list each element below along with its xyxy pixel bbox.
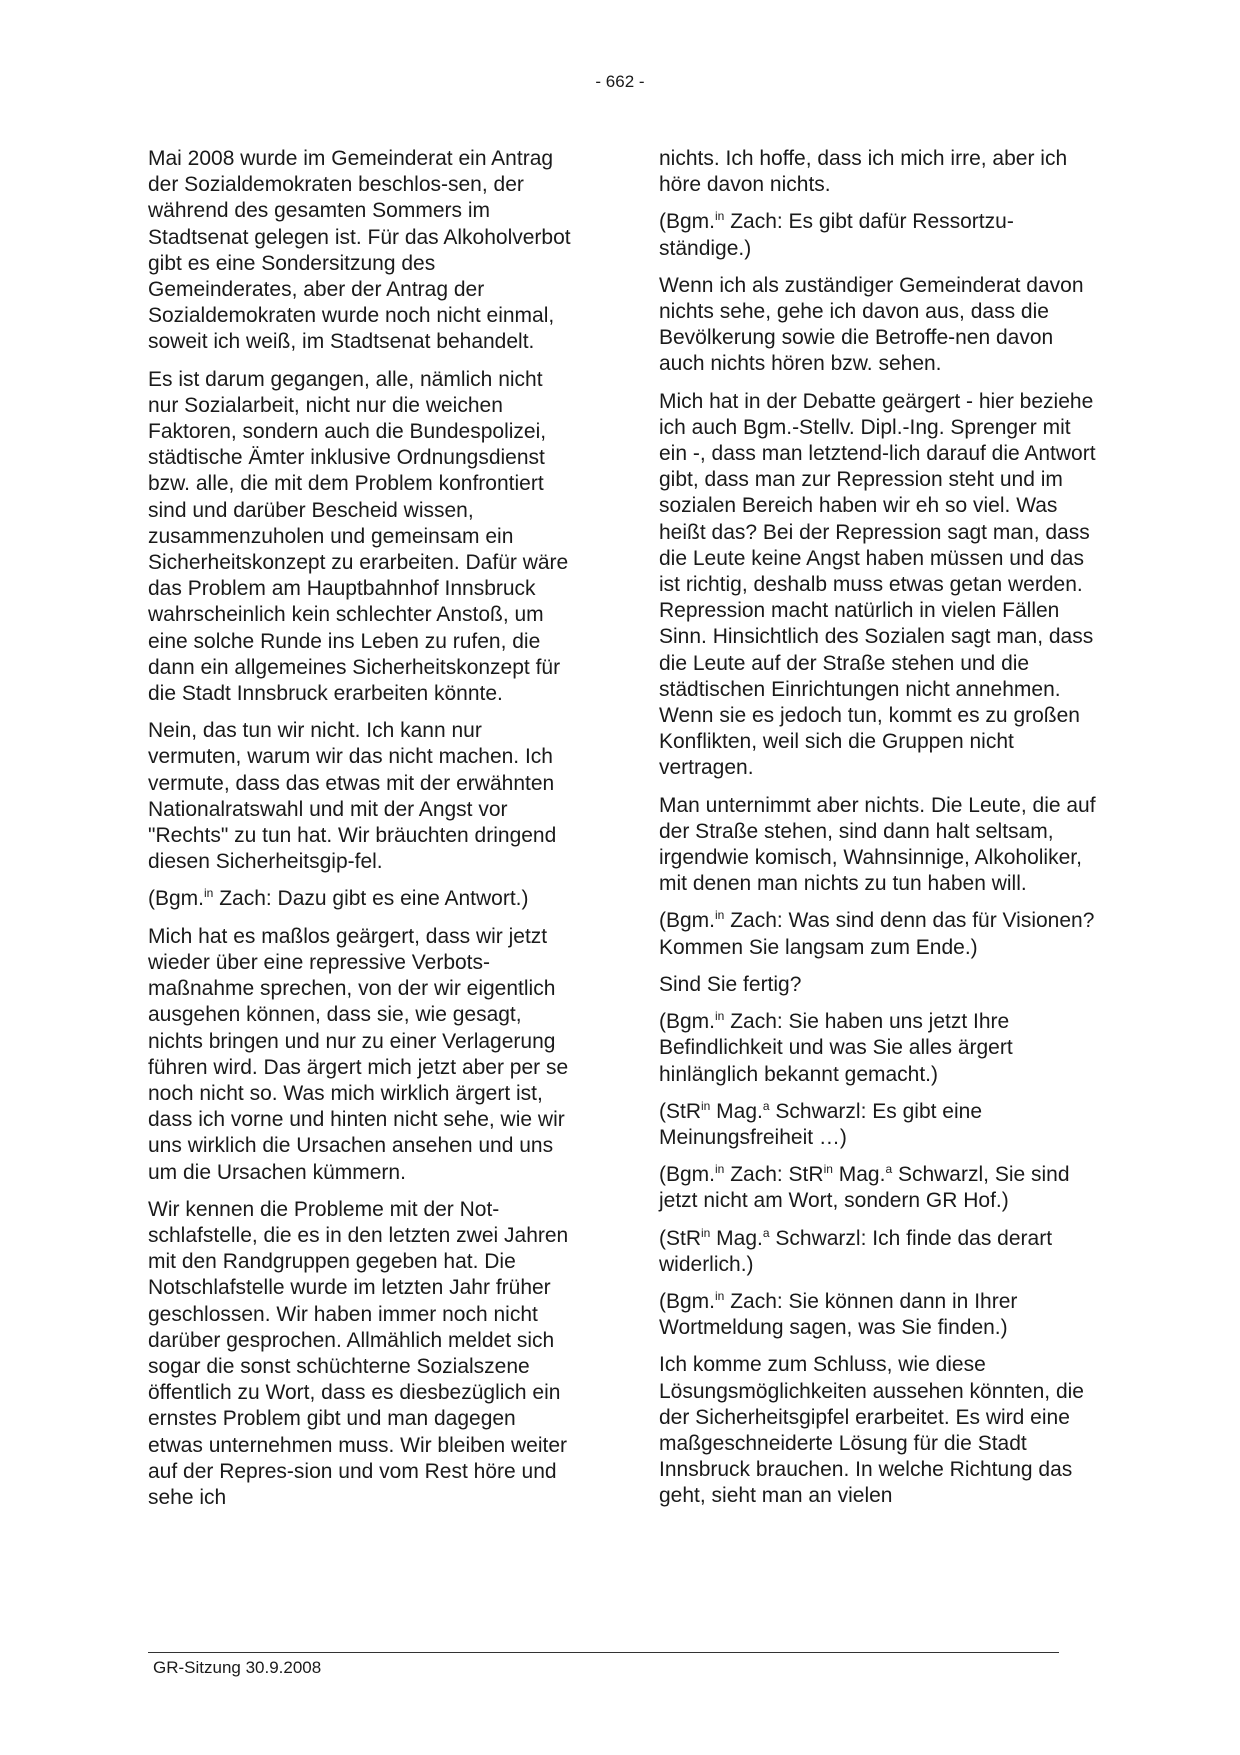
paragraph: Mai 2008 wurde im Gemeinderat ein Antrag der Sozialdemokraten beschlos-sen, der während des gesamten Sommers im Stadtsenat gelegen ist. Für das Alkoholverbot gibt es eine Sondersitzung des Gemeinderates, aber der Antrag der Sozialdemokraten wurde noch nicht einmal, soweit ich weiß, im Stadtsenat behandelt. [148,147,571,354]
paragraph: Es ist darum gegangen, alle, nämlich nicht nur Sozialarbeit, nicht nur die weichen Faktoren, sondern auch die Bundespolizei, städtische Ämter inklusive Ordnungsdienst bzw. alle, die mit dem Problem konfrontiert sind und darüber Bescheid wissen, zusammenzuholen und gemeinsam ein Sicherheitskonzept zu erarbeiten. Dafür wäre das Problem am Hauptbahnhof Innsbruck wahrscheinlich kein schlechter Anstoß, um eine solche Runde ins Leben zu rufen, die dann ein allgemeines Sicherheitskonzept für die Stadt Innsbruck erarbeiten könnte. [148,367,569,706]
paragraph: (Bgm.$^{in}$ Zach: StR$^{in}$ Mag.$^a$ Schwarzl, Sie sind jetzt nicht am Wort, sondern GR Hof.) [659,1162,1070,1213]
paragraph: (Bgm.$^{in}$ Zach: Sie haben uns jetzt Ihre Befindlichkeit und was Sie alles ärgert hinlänglich bekannt gemacht.) [659,1009,1013,1086]
paragraph: (Bgm.$^{in}$ Zach: Was sind denn das für Visionen? Kommen Sie langsam zum Ende.) [659,908,1095,959]
left-column [148,146,573,1522]
paragraph: (StR$^{in}$ Mag.$^a$ Schwarzl: Es gibt eine Meinungsfreiheit …) [659,1098,982,1149]
page-number: - 662 - [595,72,645,91]
paragraph: (Bgm.$^{in}$ Zach: Es gibt dafür Ressortzu-ständige.) [659,209,1014,260]
paragraph: Wenn ich als zuständiger Gemeinderat davon nichts sehe, gehe ich davon aus, dass die Bevölkerung sowie die Betroffe-nen davon auch nichts hören bzw. sehen. [659,273,1084,376]
right-column [659,146,1099,1521]
paragraph: Mich hat in der Debatte geärgert - hier beziehe ich auch Bgm.-Stellv. Dipl.-Ing. Sprenger mit ein -, dass man letztend-lich darauf die Antwort gibt, dass man zur Repression steht und im sozialen Bereich haben wir eh so viel. Was heißt das? Bei der Repression sagt man, dass die Leute keine Angst haben müssen und das ist richtig, deshalb muss etwas getan werden. Repression macht natürlich in vielen Fällen Sinn. Hinsichtlich des Sozialen sagt man, dass die Leute auf der Straße stehen und die städtischen Einrichtungen nicht annehmen. Wenn sie es jedoch tun, kommt es zu großen Konflikten, weil sich die Gruppen nicht vertragen. [659,389,1096,780]
paragraph: (Bgm.$^{in}$ Zach: Dazu gibt es eine Antwort.) [148,886,529,911]
footer-divider [148,1652,1059,1653]
paragraph: Wir kennen die Probleme mit der Not-schlafstelle, die es in den letzten zwei Jahren mit den Randgruppen gegeben hat. Die Notschlafstelle wurde im letzten Jahr früher geschlossen. Wir haben immer noch nicht darüber gesprochen. Allmählich meldet sich sogar die sonst schüchterne Sozialszene öffentlich zu Wort, dass es diesbezüglich ein ernstes Problem gibt und man dagegen etwas unternehmen muss. Wir bleiben weiter auf der Repres-sion und vom Rest höre und sehe ich [148,1197,569,1509]
paragraph: (StR$^{in}$ Mag.$^a$ Schwarzl: Ich finde das derart widerlich.) [659,1225,1053,1276]
paragraph: (Bgm.$^{in}$ Zach: Sie können dann in Ihrer Wortmeldung sagen, was Sie finden.) [659,1288,1018,1340]
footer-text: GR-Sitzung 30.9.2008 [153,1658,322,1677]
paragraph: Nein, das tun wir nicht. Ich kann nur vermuten, warum wir das nicht machen. Ich vermute, dass das etwas mit der erwähnten Nationalratswahl und mit der Angst vor "Rechts" zu tun hat. Wir bräuchten dringend diesen Sicherheitsgip-fel. [148,719,557,874]
paragraph: Man unternimmt aber nichts. Die Leute, die auf der Straße stehen, sind dann halt seltsam, irgendwie komisch, Wahnsinnige, Alkoholiker, mit denen man nichts zu tun haben will. [659,793,1096,896]
paragraph: Sind Sie fertig? [659,972,802,996]
paragraph: Ich komme zum Schluss, wie diese Lösungsmöglichkeiten aussehen könnten, die der Sicherheitsgipfel erarbeitet. Es wird eine maßgeschneiderte Lösung für die Stadt Innsbruck brauchen. In welche Richtung das geht, sieht man an vielen [659,1353,1084,1508]
paragraph: nichts. Ich hoffe, dass ich mich irre, aber ich höre davon nichts. [659,147,1068,197]
paragraph: Mich hat es maßlos geärgert, dass wir jetzt wieder über eine repressive Verbots-maßnahme sprechen, von der wir eigentlich ausgehen können, dass sie, wie gesagt, nichts bringen und nur zu einer Verlagerung führen wird. Das ärgert mich jetzt aber per se noch nicht so. Was mich wirklich ärgert ist, dass ich vorne und hinten nicht sehe, wie wir uns wirklich die Ursachen ansehen und uns um die Ursachen kümmern. [148,924,569,1184]
